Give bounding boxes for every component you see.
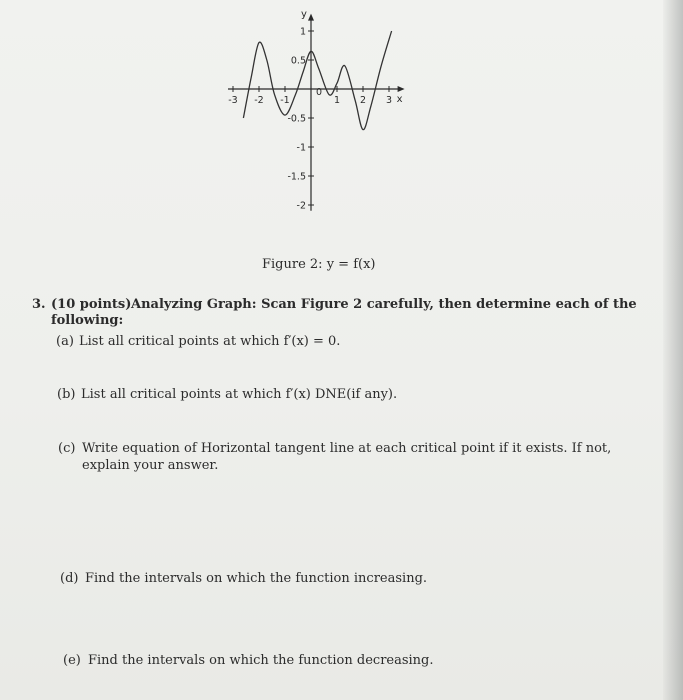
part-c-label: (c) [58,441,76,456]
question-points: (10 points) [51,297,132,312]
question-heading: Analyzing Graph: Scan Figure 2 carefully, then determine each of the [131,297,637,312]
x-tick-label: -3 [228,95,238,106]
part-e-text: Find the intervals on which the function decreasing. [88,653,434,668]
x-tick-label: 3 [385,95,393,106]
y-tick-label: -1.5 [287,171,306,183]
part-e-label: (e) [63,653,81,668]
figure-caption: Figure 2: y = f(x) [262,257,376,272]
part-d-label: (d) [60,571,79,586]
part-b-label: (b) [57,387,76,402]
x-tick-label: 1 [333,95,341,106]
y-tick-label: 1 [299,26,306,38]
part-a-label: (a) [56,334,74,349]
y-axis-arrow [308,14,314,21]
part-c-text: Write equation of Horizontal tangent line at each critical point if it exists. If not, explain your answer. [82,441,612,473]
question-heading-continued: following: [51,313,124,328]
part-a-text: List all critical points at which f′(x) = 0. [79,334,341,349]
figure-2-graph [228,4,418,216]
part-b-text: List all critical points at which f′(x) DNE(if any). [81,387,398,402]
y-tick-label: -2 [296,200,306,212]
y-tick-label: -0.5 [287,113,306,125]
x-tick-label: 0 [315,87,323,98]
x-tick-label: -1 [280,95,290,106]
y-tick-label: 0.5 [290,55,306,67]
x-axis-arrow [398,86,405,92]
y-axis-label: y [301,9,307,20]
x-axis-label: x [396,94,403,105]
x-tick-label: 2 [359,95,367,106]
part-d-text: Find the intervals on which the function increasing. [85,571,428,586]
function-curve [243,31,391,130]
x-tick-label: -2 [254,95,264,106]
page-edge-shadow [663,0,683,700]
y-tick-label: -1 [296,142,306,154]
question-number: 3. [32,297,46,312]
